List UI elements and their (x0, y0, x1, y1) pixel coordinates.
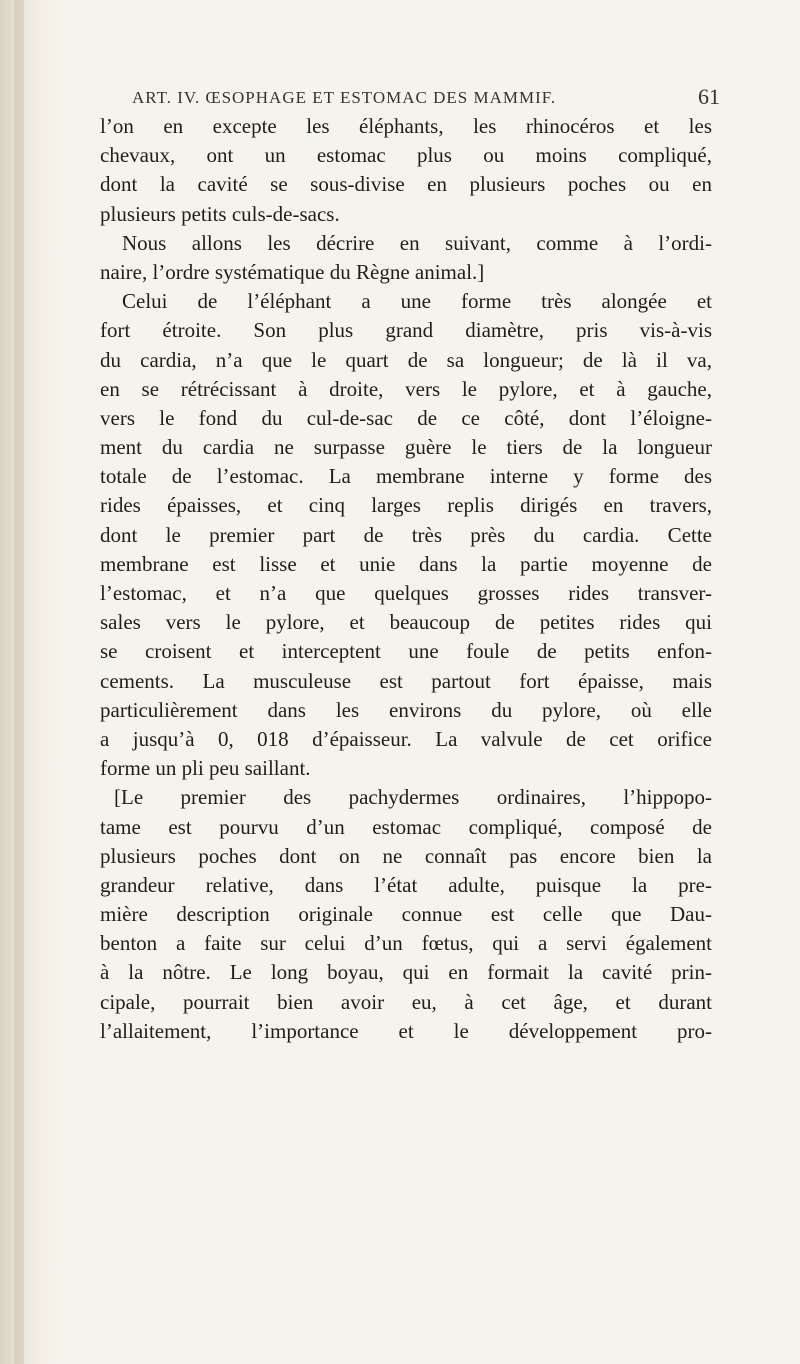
page-number: 61 (698, 84, 720, 109)
text-line: a jusqu’à 0, 018 d’épaisseur. La valvule de cet orifice (100, 726, 712, 751)
text-line: naire, l’ordre systématique du Règne animal.] (100, 259, 485, 284)
text-line: [Le premier des pachydermes ordinaires, l’hippopo- (114, 785, 712, 810)
text-line: ment du cardia ne surpasse guère le tiers de la longueur (100, 435, 712, 460)
text-line: membrane est lisse et unie dans la partie moyenne de (100, 551, 712, 576)
body-text (100, 112, 712, 1046)
text-line: particulièrement dans les environs du pylore, où elle (100, 697, 712, 722)
text-line: benton a faite sur celui d’un fœtus, qui a servi également (100, 931, 712, 956)
text-line: totale de l’estomac. La membrane interne y forme des (100, 464, 712, 489)
page-gutter (0, 0, 58, 1364)
text-line: du cardia, n’a que le quart de sa longueur; de là il va, (100, 347, 712, 372)
text-line: mière description originale connue est celle que Dau- (100, 902, 712, 927)
text-line: dont la cavité se sous-divise en plusieurs poches ou en (100, 172, 712, 197)
text-line: grandeur relative, dans l’état adulte, puisque la pre- (100, 872, 712, 897)
text-line: en se rétrécissant à droite, vers le pylore, et à gauche, (100, 376, 712, 401)
text-line: l’allaitement, l’importance et le développement pro- (100, 1018, 712, 1043)
text-line: fort étroite. Son plus grand diamètre, pris vis-à-vis (100, 318, 712, 343)
text-line: Nous allons les décrire en suivant, comme à l’ordi- (122, 230, 712, 255)
text-line: Celui de l’éléphant a une forme très alongée et (122, 289, 712, 314)
running-head: ART. IV. ŒSOPHAGE ET ESTOMAC DES MAMMIF. (132, 88, 557, 107)
text-line: forme un pli peu saillant. (100, 756, 311, 781)
text-line: tame est pourvu d’un estomac compliqué, composé de (100, 814, 712, 839)
text-line: rides épaisses, et cinq larges replis dirigés en travers, (100, 493, 712, 518)
text-line: dont le premier part de très près du cardia. Cette (100, 522, 712, 547)
text-line: l’on en excepte les éléphants, les rhinocéros et les (100, 114, 712, 138)
text-line: à la nôtre. Le long boyau, qui en formait la cavité prin- (100, 960, 712, 985)
text-line: cipale, pourrait bien avoir eu, à cet âge, et durant (100, 989, 712, 1014)
binding-edge (14, 0, 24, 1364)
page-header (100, 84, 720, 114)
text-line: se croisent et interceptent une foule de petits enfon- (100, 639, 712, 664)
text-line: chevaux, ont un estomac plus ou moins compliqué, (100, 143, 712, 168)
text-line: plusieurs poches dont on ne connaît pas encore bien la (100, 843, 712, 868)
text-line: vers le fond du cul-de-sac de ce côté, dont l’éloigne- (100, 405, 712, 430)
text-line: l’estomac, et n’a que quelques grosses rides transver- (100, 581, 712, 605)
text-line: plusieurs petits culs-de-sacs. (100, 201, 340, 226)
text-line: cements. La musculeuse est partout fort épaisse, mais (100, 668, 712, 693)
text-line: sales vers le pylore, et beaucoup de petites rides qui (100, 610, 712, 635)
